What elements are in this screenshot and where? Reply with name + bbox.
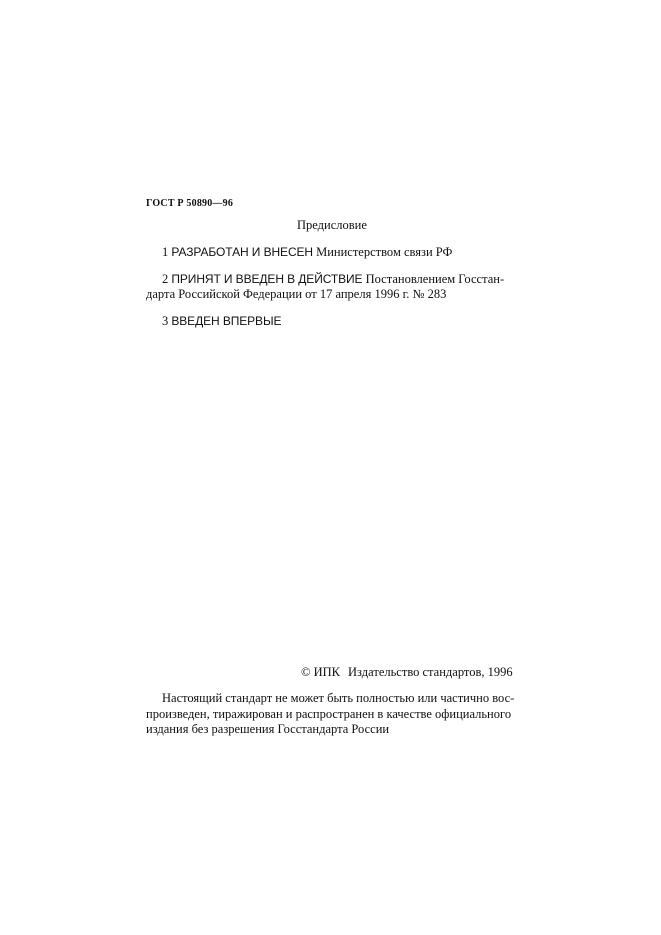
preface-heading: Предисловие [297,218,367,232]
notice-line-2: произведен, тиражирован и распространен в качестве официального [146,707,512,721]
item-number: 3 [162,314,169,328]
item-caps-label: ПРИНЯТ И ВВЕДЕН В ДЕЙСТВИЕ [171,272,363,286]
notice-line-1: Настоящий стандарт не может быть полностью или частично вос- [162,691,515,705]
preface-item-2 [162,272,504,287]
preface-item-1 [162,245,452,260]
copyright-text: Издательство стандартов, 1996 [348,665,513,679]
preface-item-3 [162,314,281,329]
item-number: 1 [162,245,169,259]
copyright-line [301,665,513,680]
item-text: Постановлением Госстан- [365,272,505,286]
copyright-publisher: ИПК [313,665,341,679]
copyright-symbol: © [301,665,311,679]
document-id: ГОСТ Р 50890—96 [146,198,234,209]
item-caps-label: РАЗРАБОТАН И ВНЕСЕН [171,245,313,259]
item-number: 2 [162,272,169,286]
item-caps-label: ВВЕДЕН ВПЕРВЫЕ [171,314,282,328]
notice-line-3: издания без разрешения Госстандарта России [146,722,390,736]
item-text: Министерством связи РФ [316,245,453,259]
preface-item-2-continuation: дарта Российской Федерации от 17 апреля 1996 г. № 283 [146,287,447,301]
